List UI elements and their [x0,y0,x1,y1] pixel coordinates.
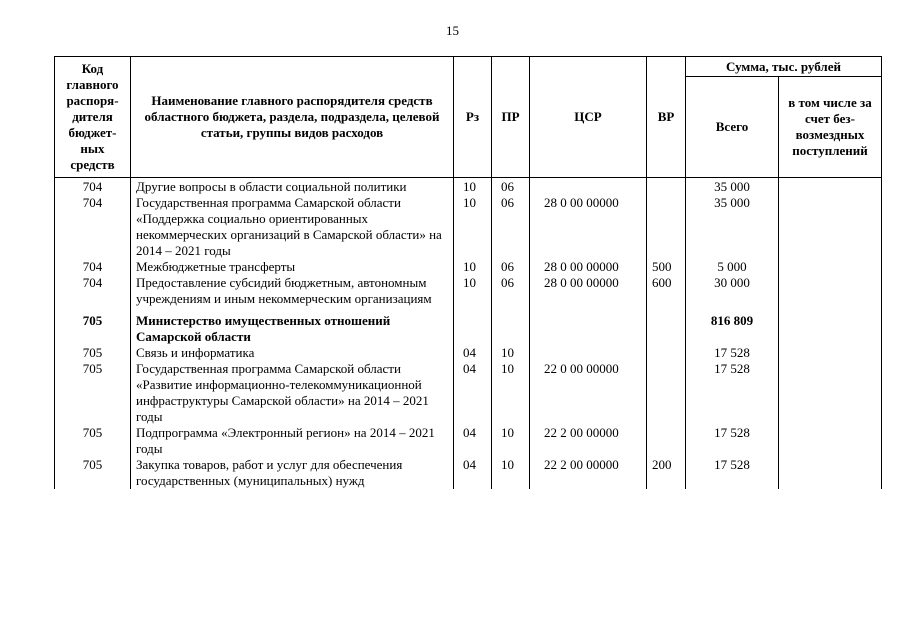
cell-pr [492,307,530,345]
cell-rz: 10 [454,178,492,196]
cell-free [779,457,882,489]
cell-rz [454,307,492,345]
table-row-ministry [55,307,882,345]
cell-code: 705 [55,361,131,425]
cell-free [779,361,882,425]
cell-free [779,275,882,307]
cell-csr: 28 0 00 00000 [530,275,647,307]
cell-vr [647,195,686,259]
cell-vr: 600 [647,275,686,307]
cell-code: 705 [55,457,131,489]
cell-vr: 200 [647,457,686,489]
table-header [55,57,882,178]
cell-csr: 22 2 00 00000 [530,457,647,489]
cell-total: 17 528 [686,345,779,361]
cell-vr [647,425,686,457]
table-row [55,195,882,259]
cell-vr [647,307,686,345]
header-pr: ПР [492,57,530,178]
page-number: 15 [446,23,459,38]
header-sum: Сумма, тыс. рублей [686,57,882,77]
table-row [55,275,882,307]
cell-code: 704 [55,178,131,196]
cell-name: Предоставление субсидий бюджетным, автономным учреждениям и иным некоммерческим организациям [131,275,454,307]
cell-pr: 10 [492,345,530,361]
cell-rz: 04 [454,361,492,425]
cell-free [779,425,882,457]
cell-vr [647,178,686,196]
cell-pr: 06 [492,259,530,275]
cell-pr: 10 [492,457,530,489]
cell-rz: 04 [454,457,492,489]
header-code: Код главного распоря-дителя бюджет-ных средств [55,57,131,178]
cell-csr [530,345,647,361]
cell-free [779,178,882,196]
cell-csr: 22 0 00 00000 [530,361,647,425]
cell-free [779,259,882,275]
cell-free [779,195,882,259]
header-csr: ЦСР [530,57,647,178]
cell-code: 704 [55,195,131,259]
header-free: в том числе за счет без-возмездных поступлений [779,77,882,178]
cell-name: Межбюджетные трансферты [131,259,454,275]
cell-code: 705 [55,345,131,361]
cell-total: 5 000 [686,259,779,275]
cell-rz: 10 [454,195,492,259]
cell-name: Государственная программа Самарской области «Развитие информационно-телекоммуникационной инфраструктуры Самарской области» на 2014 – 2021 годы [131,361,454,425]
cell-rz: 10 [454,275,492,307]
cell-total: 35 000 [686,178,779,196]
cell-total: 30 000 [686,275,779,307]
cell-pr: 06 [492,275,530,307]
header-name: Наименование главного распорядителя средств областного бюджета, раздела, подраздела, целевой статьи, группы видов расходов [131,57,454,178]
cell-code: 704 [55,275,131,307]
table-row [55,457,882,489]
cell-csr [530,178,647,196]
cell-name: Связь и информатика [131,345,454,361]
cell-code: 705 [55,307,131,345]
cell-csr: 28 0 00 00000 [530,195,647,259]
cell-name: Подпрограмма «Электронный регион» на 2014 – 2021 годы [131,425,454,457]
cell-pr: 10 [492,425,530,457]
cell-name: Министерство имущественных отношений Самарской области [131,307,454,345]
cell-pr: 10 [492,361,530,425]
cell-csr: 22 2 00 00000 [530,425,647,457]
cell-total: 816 809 [686,307,779,345]
cell-vr [647,361,686,425]
cell-vr: 500 [647,259,686,275]
cell-pr: 06 [492,195,530,259]
table-row [55,259,882,275]
cell-code: 704 [55,259,131,275]
cell-name: Закупка товаров, работ и услуг для обеспечения государственных (муниципальных) нужд [131,457,454,489]
cell-name: Другие вопросы в области социальной политики [131,178,454,196]
table-body [55,178,882,490]
table-row [55,361,882,425]
table-row [55,345,882,361]
cell-free [779,345,882,361]
cell-total: 17 528 [686,425,779,457]
header-vr: ВР [647,57,686,178]
table-row [55,425,882,457]
cell-total: 17 528 [686,361,779,425]
cell-free [779,307,882,345]
table-row [55,178,882,196]
header-rz: Рз [454,57,492,178]
cell-rz: 04 [454,345,492,361]
cell-pr: 06 [492,178,530,196]
cell-code: 705 [55,425,131,457]
cell-csr [530,307,647,345]
cell-vr [647,345,686,361]
cell-csr: 28 0 00 00000 [530,259,647,275]
cell-rz: 10 [454,259,492,275]
cell-name: Государственная программа Самарской области «Поддержка социально ориентированных некоммерческих организаций в Самарской области» на 2014 – 2021 годы [131,195,454,259]
cell-total: 17 528 [686,457,779,489]
budget-table [54,56,882,489]
cell-rz: 04 [454,425,492,457]
cell-total: 35 000 [686,195,779,259]
header-total: Всего [686,77,779,178]
